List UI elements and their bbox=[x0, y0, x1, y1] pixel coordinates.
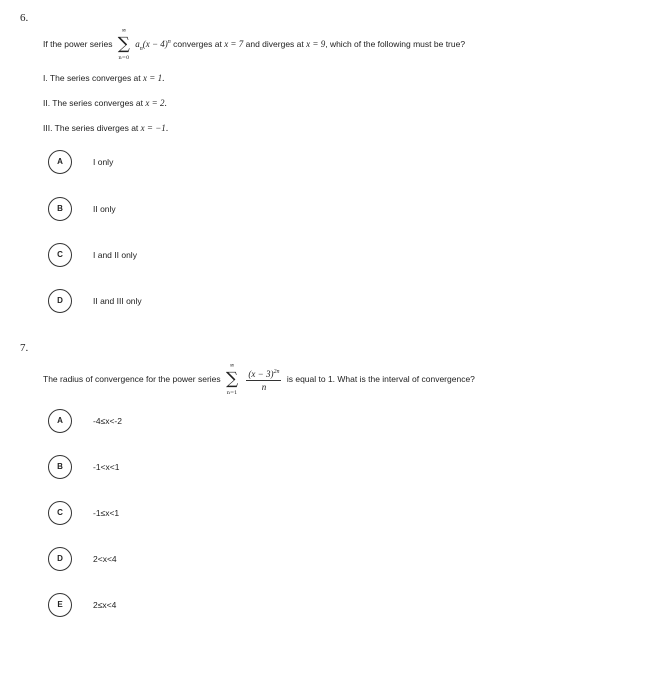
q7-summation bbox=[224, 362, 240, 396]
question-7-number: 7. bbox=[20, 342, 29, 354]
question-6-number: 6. bbox=[20, 12, 29, 24]
q6-choice-c-circle[interactable]: C bbox=[48, 243, 72, 267]
q7-choice-b-circle[interactable]: B bbox=[48, 455, 72, 479]
q7-choice-d-circle[interactable]: D bbox=[48, 547, 72, 571]
q7-fraction-numerator: $(x - 3)^{2n}$ bbox=[246, 366, 281, 381]
q6-sum-lower: n=0 bbox=[118, 55, 130, 61]
q7-sum-lower: n=1 bbox=[226, 390, 238, 396]
q6-statement-1: I. The series converges at x = 1. bbox=[43, 73, 165, 83]
q6-choice-b-circle[interactable]: B bbox=[48, 197, 72, 221]
q7-choice-d-text: 2<x<4 bbox=[93, 554, 117, 564]
q6-choice-d-circle[interactable]: D bbox=[48, 289, 72, 313]
q7-choice-e-text: 2≤x<4 bbox=[93, 600, 117, 610]
q6-stem-pre: If the power series bbox=[43, 38, 113, 49]
q6-div-point: x = 9 bbox=[306, 38, 326, 49]
q7-fraction bbox=[246, 366, 281, 393]
sigma-icon: ∑ bbox=[225, 369, 239, 389]
q6-choice-a-text: I only bbox=[93, 157, 114, 167]
q7-choice-c-text: -1≤x<1 bbox=[93, 508, 120, 518]
q6-stem-mid1: converges at bbox=[173, 38, 222, 49]
q6-choice-d-text: II and III only bbox=[93, 296, 142, 306]
q7-choice-a-circle[interactable]: A bbox=[48, 409, 72, 433]
q7-fraction-denominator: n bbox=[261, 382, 267, 392]
q7-stem-pre: The radius of convergence for the power series bbox=[43, 373, 221, 384]
q7-sum-upper: ∞ bbox=[229, 362, 235, 369]
q7-choice-b-text: -1<x<1 bbox=[93, 462, 120, 472]
q7-stem-post: is equal to 1. What is the interval of convergence? bbox=[286, 373, 475, 384]
q7-choice-a-text: -4≤x<-2 bbox=[93, 416, 122, 426]
q6-term: $a_n(x - 4)^n$ bbox=[135, 38, 171, 52]
question-6-stem bbox=[43, 27, 466, 61]
q6-choice-b-text: II only bbox=[93, 204, 116, 214]
q6-stem-mid2: and diverges at bbox=[245, 38, 304, 49]
q6-statement-3: III. The series diverges at x = −1. bbox=[43, 123, 169, 133]
q7-choice-c-circle[interactable]: C bbox=[48, 501, 72, 525]
q6-summation bbox=[116, 27, 132, 61]
q6-choice-a-circle[interactable]: A bbox=[48, 150, 72, 174]
q6-conv-point: x = 7 bbox=[224, 38, 244, 49]
q6-sum-upper: ∞ bbox=[121, 27, 127, 34]
q6-choice-c-text: I and II only bbox=[93, 250, 137, 260]
sigma-icon: ∑ bbox=[117, 34, 130, 54]
question-7-stem bbox=[43, 362, 475, 396]
q7-choice-e-circle[interactable]: E bbox=[48, 593, 72, 617]
q6-statement-2: II. The series converges at x = 2. bbox=[43, 98, 167, 108]
q6-stem-post: , which of the following must be true? bbox=[325, 38, 466, 49]
